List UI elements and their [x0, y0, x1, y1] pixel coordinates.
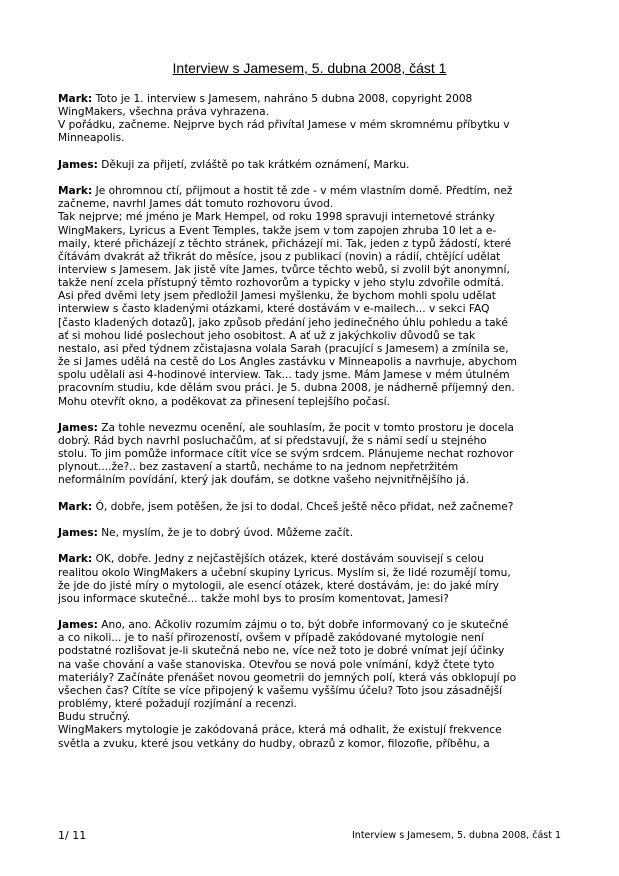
text-line: neformálním povídání, který jak doufám, se dotkne vašeho nejvnitřnějšího já. — [58, 474, 469, 487]
text-line: Asi před dvěmi lety jsem předložil Jamesi myšlenku, že bychom mohli spolu udělat — [58, 290, 496, 303]
paragraph-mark-1 — [58, 93, 570, 146]
text-line: pracovním studiu, kde dělám svou práci. Je 5. dubna 2008, je nádherně příjemný den. — [58, 382, 515, 395]
text-line: světla a zvuku, které jsou vetkány do hudby, obrazů z komor, filozofie, příběhu, a — [58, 737, 490, 750]
text-line: takže není zcela přístupný těmto rozhovorům a typicky v jeho stylu zdvořile odmítá. — [58, 277, 504, 290]
speaker-label: James: — [58, 527, 98, 540]
paragraph-mark-2 — [58, 185, 570, 409]
paragraph-mark-4 — [58, 553, 570, 606]
text-line: WingMakers, všechna práva vyhrazena. — [58, 106, 270, 119]
text-line: a co nikoli... je to naší přirozeností, ovšem v případě zakódované mytologie není — [58, 632, 484, 645]
text-line: dobrý. Rád bych navrhl posluchačům, ať si představují, že s námi sedí u stejného — [58, 435, 487, 448]
text-line: Mark: Toto je 1. interview s Jamesem, nahráno 5 dubna 2008, copyright 2008 — [58, 93, 473, 105]
text-line: všechen čas? Cítíte se více připojený k vašemu vyššímu účelu? Toto jsou zásadnější — [58, 684, 503, 697]
text-line: že si James udělá na cestě do Los Angles zastávku v Minneapolis a navrhuje, abychom — [58, 356, 518, 369]
speaker-label: Mark: — [58, 553, 93, 566]
speaker-label: Mark: — [58, 93, 93, 105]
text-line: [často kladených dotazů], jako způsob předání jeho jedinečného úhlu pohledu a také — [58, 316, 508, 329]
document-body — [58, 93, 570, 751]
text-line: James: Za tohle nevezmu ocenění, ale souhlasím, že pocit v tomto prostoru je docela — [58, 421, 514, 434]
paragraph-james-3 — [58, 527, 570, 540]
paragraph-james-1 — [58, 159, 570, 172]
text-line: interwiew s často kladenými otázkami, které dostávám v e-mailech... v sekci FAQ — [58, 303, 490, 316]
text-line: Mohu otevřít okno, a poděkovat za přinesení teplejšího počasí. — [58, 395, 390, 408]
text-line: Mark: OK, dobře. Jedny z nejčastějších otázek, které dostávám souvisejí s celou — [58, 553, 484, 566]
speaker-label: Mark: — [58, 500, 93, 513]
speaker-label: Mark: — [58, 185, 93, 198]
text-line: spolu udělali asi 4-hodinové interview. Tak... tady jsme. Mám Jamese v mém útulném — [58, 369, 510, 382]
text-line: V pořádku, začneme. Nejprve bych rád přivítal Jamese v mém skromnému příbytku v — [58, 119, 510, 132]
text-line: realitou okolo WingMakers a učební skupiny Lyricus. Myslím si, že lidé rozumějí tomu, — [58, 566, 511, 579]
text-line: James: Děkuji za přijetí, zvláště po tak krátkém oznámení, Marku. — [58, 158, 410, 171]
text-line: Budu stručný. — [58, 711, 131, 724]
text-line: stolu. To jim pomůže informace cítit více se svým srdcem. Plánujeme nechat rozhovor — [58, 448, 514, 461]
text-line: Minneapolis. — [58, 132, 125, 145]
text-line: Mark: Je ohromnou ctí, přijmout a hostit tě zde - v mém vlastním domě. Předtím, než — [58, 185, 513, 198]
text-line: materiály? Začínáte přenášet novou geometrii do jemných polí, která vás obklopují po — [58, 671, 517, 684]
text-line: WingMakers mytologie je zakódovaná práce, která má odhalit, že existují frekvence — [58, 724, 502, 737]
text-line: plynout....že?.. bez zastavení a startů, necháme to na jednom nepřetržitém — [58, 461, 459, 474]
text-line: James: Ano, ano. Ačkoliv rozumím zájmu o to, být dobře informovaný co je skutečné — [58, 619, 509, 632]
text-line: WingMakers, Lyricus a Event Temples, takže jsem v tom zapojen zhruba 10 let a e- — [58, 224, 497, 237]
text-line: ať si mohou lidé poslechout jeho osobitost. A ať už z jakýchkoliv důvodů se tak — [58, 329, 476, 342]
paragraph-mark-3 — [58, 501, 570, 514]
text-line: nestalo, asi před týdnem zčistajasna volala Sarah (pracující s Jamesem) a zmínila se, — [58, 342, 509, 355]
text-line: podstatné rozlišovat je-li skutečná nebo ne, více než toto je dobré vnímat její účinky — [58, 645, 505, 658]
text-line: na vaše chování a vaše stanoviska. Otevřou se nová pole vnímání, když čtete tyto — [58, 658, 495, 671]
speaker-label: James: — [58, 619, 98, 632]
paragraph-james-4 — [58, 619, 570, 751]
speaker-label: James: — [58, 421, 98, 434]
text-line: James: Ne, myslím, že je to dobrý úvod. Můžeme začít. — [58, 527, 354, 540]
text-line: začneme, navrhl James dát tomuto rozhovoru úvod. — [58, 198, 334, 211]
text-line: maily, které přicházejí z těchto stránek, přicházejí mi. Tak, jeden z typů žádostí, které — [58, 237, 512, 250]
text-line: problémy, které požadují rozjímání a recenzi. — [58, 698, 297, 711]
paragraph-james-2 — [58, 422, 570, 488]
page-number: 1/ 11 — [58, 829, 87, 842]
text-line: Mark: Ó, dobře, jsem potěšen, že jsi to dodal. Chceš ještě něco přidat, než začneme? — [58, 500, 514, 513]
document-title: Interview s Jamesem, 5. dubna 2008, část 1 — [172, 60, 447, 76]
text-line: interview s Jamesem. Jak jistě víte James, tvůrce těchto webů, si zvolil být anonymní, — [58, 264, 510, 276]
speaker-label: James: — [58, 158, 98, 171]
running-title: Interview s Jamesem, 5. dubna 2008, část 1 — [352, 830, 561, 841]
page-footer — [58, 829, 561, 843]
text-line: Tak nejprve; mé jméno je Mark Hempel, od roku 1998 spravuji internetové stránky — [58, 211, 495, 224]
text-line: jsou informace skutečné... takže mohl bys to prosím komentovat, Jamesi? — [58, 592, 449, 605]
text-line: čítávám dvakrát až třikrát do měsíce, jsou z publikací (novin) a rádií, chtějící udělat — [58, 250, 501, 263]
text-line: že jde do jisté míry o mytologii, ale esencí otázek, které dostávám, je: do jaké míry — [58, 579, 499, 592]
